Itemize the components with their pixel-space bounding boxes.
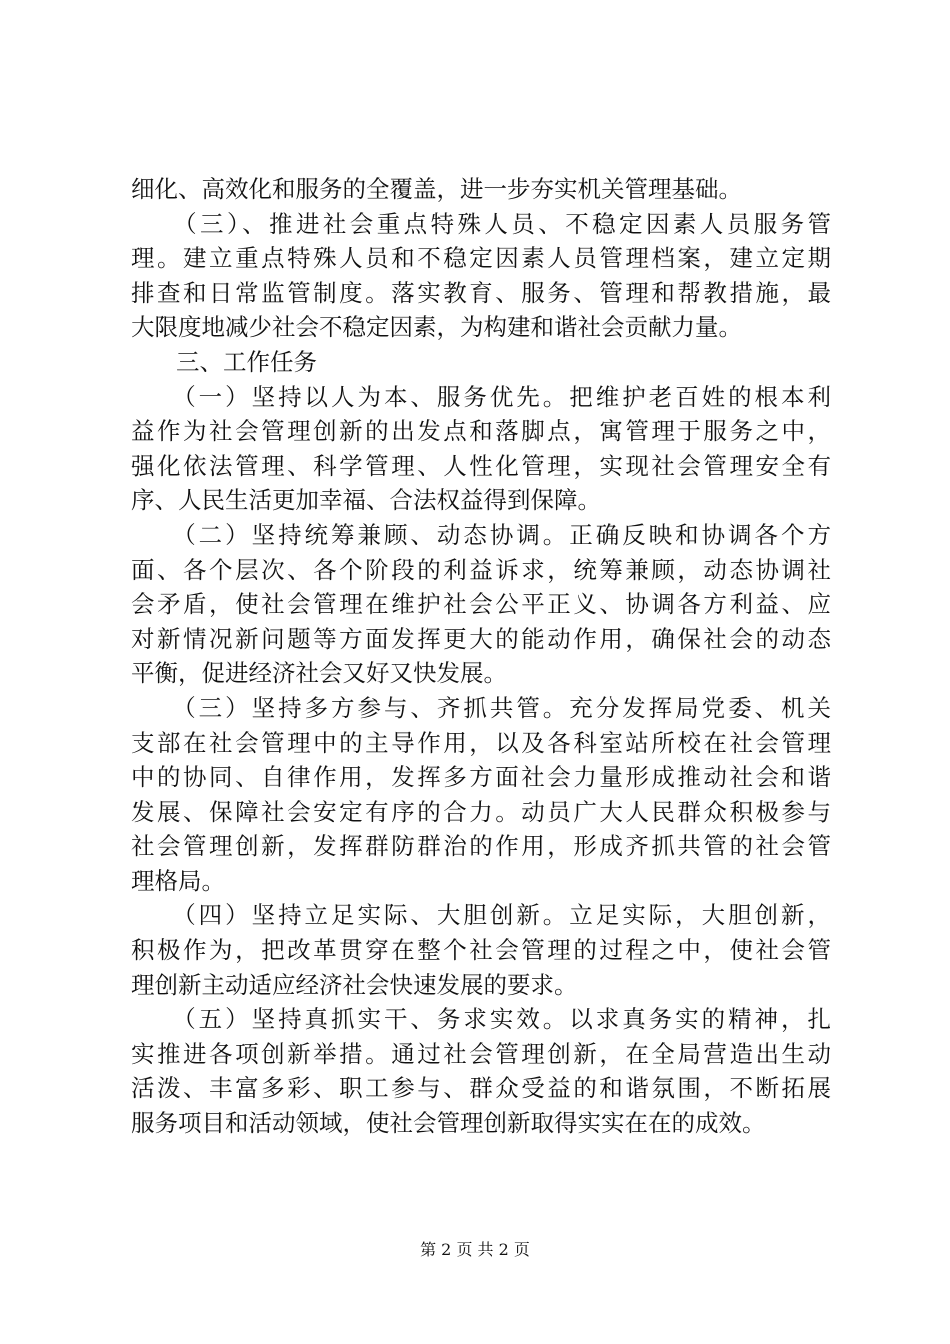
text-line: 细化、高效化和服务的全覆盖，进一步夯实机关管理基础。 (131, 175, 742, 203)
text-line: 活泼、丰富多彩、职工参与、群众受益的和谐氛围，不断拓展 (131, 1074, 831, 1103)
text-line: （四）坚持立足实际、大胆创新。立足实际，大胆创新， (131, 901, 831, 930)
text-line: 面、各个层次、各个阶段的利益诉求，统筹兼顾，动态协调社 (131, 555, 831, 584)
text-line: 大限度地减少社会不稳定因素，为构建和谐社会贡献力量。 (131, 313, 742, 342)
text-line: 社会管理创新，发挥群防群治的作用，形成齐抓共管的社会管 (131, 832, 831, 861)
text-line: 积极作为，把改革贯穿在整个社会管理的过程之中，使社会管 (131, 936, 831, 965)
text-line: 理格局。 (131, 866, 225, 895)
text-line: 发展、保障社会安定有序的合力。动员广大人民群众积极参与 (131, 797, 831, 826)
text-line: 会矛盾，使社会管理在维护社会公平正义、协调各方利益、应 (131, 590, 831, 619)
text-line: 服务项目和活动领域，使社会管理创新取得实实在在的成效。 (131, 1109, 766, 1138)
text-line: 实推进各项创新举措。通过社会管理创新，在全局营造出生动 (131, 1039, 831, 1068)
text-line: 序、人民生活更加幸福、合法权益得到保障。 (131, 486, 601, 515)
text-line: 对新情况新问题等方面发挥更大的能动作用，确保社会的动态 (131, 624, 831, 653)
document-body (131, 172, 831, 1141)
text-line: 理。建立重点特殊人员和不稳定因素人员管理档案，建立定期 (131, 244, 831, 273)
text-line: 理创新主动适应经济社会快速发展的要求。 (131, 970, 578, 999)
text-line: 排查和日常监管制度。落实教育、服务、管理和帮教措施，最 (131, 278, 831, 307)
text-line: （五）坚持真抓实干、务求实效。以求真务实的精神，扎 (131, 1005, 831, 1034)
text-line: （三）、推进社会重点特殊人员、不稳定因素人员服务管 (131, 209, 831, 238)
text-line: 支部在社会管理中的主导作用，以及各科室站所校在社会管理 (131, 728, 831, 757)
text-line: 益作为社会管理创新的出发点和落脚点，寓管理于服务之中， (131, 417, 831, 446)
text-line: （二）坚持统筹兼顾、动态协调。正确反映和协调各个方 (131, 520, 831, 549)
text-line: 强化依法管理、科学管理、人性化管理，实现社会管理安全有 (131, 451, 831, 480)
text-line: 中的协同、自律作用，发挥多方面社会力量形成推动社会和谐 (131, 763, 831, 792)
text-line: （三）坚持多方参与、齐抓共管。充分发挥局党委、机关 (131, 693, 831, 722)
section-heading: 三、工作任务 (176, 347, 317, 376)
text-line: 平衡，促进经济社会又好又快发展。 (131, 659, 507, 688)
text-line: （一）坚持以人为本、服务优先。把维护老百姓的根本利 (131, 382, 831, 411)
page-number-footer: 第 2 页 共 2 页 (420, 1240, 530, 1259)
